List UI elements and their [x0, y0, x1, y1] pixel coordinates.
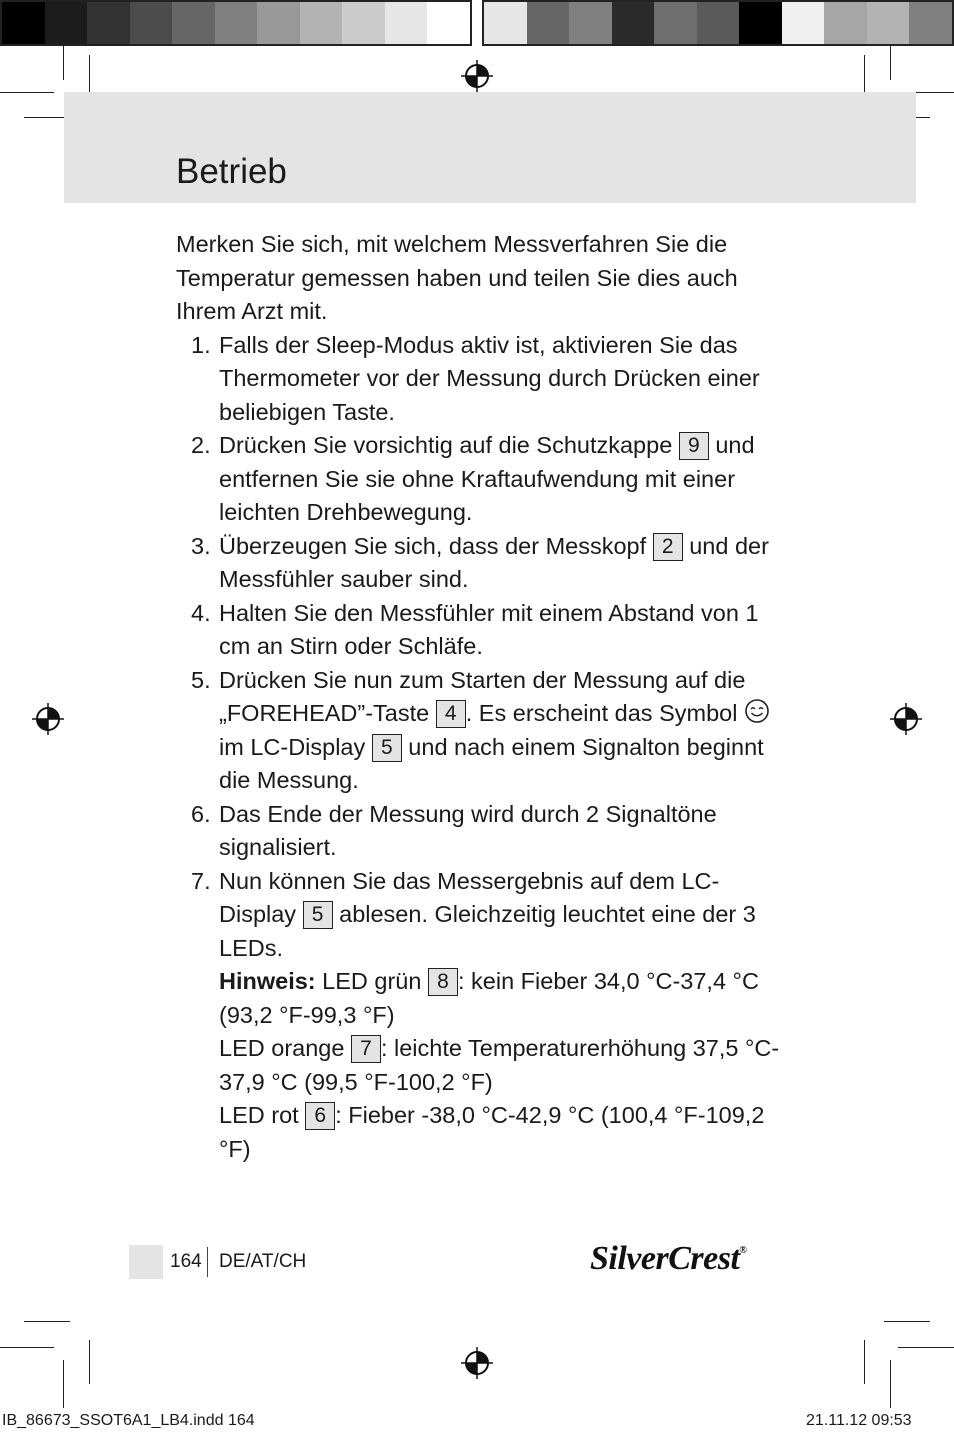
registration-mark-icon [461, 60, 493, 92]
part-reference: 5 [303, 901, 333, 929]
step-text: Drücken Sie nun zum Starten der Messung auf die „FOREHEAD”-Taste [219, 666, 746, 726]
crop-mark [884, 1321, 930, 1322]
steps-list [176, 329, 796, 1167]
brand-name: SilverCrest [590, 1240, 740, 1277]
part-reference: 9 [679, 432, 709, 460]
crop-mark [890, 46, 891, 80]
slug-datetime: 21.11.12 09:53 [806, 1412, 912, 1429]
registration-mark-icon [461, 1347, 493, 1379]
step-text: . Es erscheint das Symbol [465, 700, 744, 726]
crop-mark [864, 1340, 865, 1384]
step-text: und der Messfühler sauber sind. [219, 532, 769, 592]
main-content [176, 228, 796, 1166]
note-text: LED grün [315, 968, 428, 994]
note-led-orange [219, 1032, 796, 1099]
part-reference: 2 [653, 533, 683, 561]
part-reference: 4 [436, 700, 466, 728]
note-block [219, 965, 796, 1166]
footer-tab [129, 1245, 163, 1279]
crop-mark [0, 92, 54, 93]
part-reference: 8 [428, 968, 458, 996]
crop-mark [63, 46, 64, 80]
step-number: 2. [191, 432, 211, 458]
crop-mark [890, 1360, 891, 1408]
crop-mark [89, 1340, 90, 1384]
list-item [176, 530, 796, 597]
intro-paragraph: Merken Sie sich, mit welchem Messverfahren Sie die Temperatur gemessen haben und teilen Sie dies auch Ihrem Arzt mit. [176, 231, 738, 324]
page-title: Betrieb [176, 152, 287, 191]
step-text: und entfernen Sie sie ohne Kraftaufwendung mit einer leichten Drehbewegung. [219, 432, 755, 525]
crop-mark [63, 1360, 64, 1408]
list-item [176, 798, 796, 865]
smiley-icon [744, 698, 770, 724]
brand-registered-mark: ® [739, 1245, 747, 1256]
crop-mark [0, 1347, 54, 1348]
brand-logo [590, 1240, 746, 1278]
note-text: LED rot [219, 1102, 306, 1128]
color-bar-right-frame [482, 0, 954, 46]
registration-mark-icon [890, 703, 922, 735]
step-number: 5. [191, 666, 211, 693]
slug-filename: IB_86673_SSOT6A1_LB4.indd 164 [2, 1412, 255, 1429]
step-text: Überzeugen Sie sich, dass der Messkopf [219, 532, 653, 559]
registration-mark-icon [32, 703, 64, 735]
step-text: Drücken Sie vorsichtig auf die Schutzkappe [219, 432, 679, 458]
step-number: 7. [191, 867, 211, 894]
step-text: Falls der Sleep-Modus aktiv ist, aktivieren Sie das Thermometer vor der Messung durch Drücken einer beliebigen Taste. [219, 331, 760, 425]
step-number: 3. [191, 532, 211, 559]
step-number: 4. [191, 599, 211, 626]
part-reference: 6 [305, 1102, 335, 1130]
list-item [176, 597, 796, 664]
note-text: : kein Fieber 34,0 °C-37,4 °C (93,2 °F-99,3 °F) [219, 968, 759, 1028]
note-text: LED orange [219, 1035, 351, 1061]
part-reference: 7 [351, 1035, 381, 1063]
step-text: Nun können Sie das Messergebnis auf dem LC-Display [219, 867, 720, 927]
step-text: Halten Sie den Messfühler mit einem Abstand von 1 cm an Stirn oder Schläfe. [219, 599, 759, 659]
step-number: 6. [191, 800, 211, 827]
footer-divider [207, 1247, 208, 1277]
page-number: 164 [170, 1251, 202, 1272]
note-label: Hinweis: [219, 968, 316, 994]
locale-label: DE/AT/CH [219, 1251, 307, 1272]
list-item [176, 429, 796, 530]
list-item [176, 664, 796, 798]
step-text: ablesen. Gleichzeitig leuchtet eine der 3 LEDs. [219, 901, 756, 961]
note-led-green [219, 965, 796, 1032]
step-text: im LC-Display [219, 733, 372, 760]
note-text: : leichte Temperaturerhöhung 37,5 °C-37,9 °C (99,5 °F-100,2 °F) [219, 1035, 780, 1095]
color-bar-left-frame [0, 0, 472, 46]
list-item [176, 865, 796, 1167]
crop-mark [24, 1321, 70, 1322]
step-text: Das Ende der Messung wird durch 2 Signaltöne signalisiert. [219, 800, 717, 860]
note-led-red [219, 1099, 796, 1166]
crop-mark [898, 1347, 954, 1348]
note-text: : Fieber -38,0 °C-42,9 °C (100,4 °F-109,2 °F) [219, 1102, 765, 1162]
step-text: und nach einem Signalton beginnt die Messung. [219, 733, 764, 793]
list-item [176, 329, 796, 430]
part-reference: 5 [372, 734, 402, 762]
step-number: 1. [191, 331, 211, 358]
